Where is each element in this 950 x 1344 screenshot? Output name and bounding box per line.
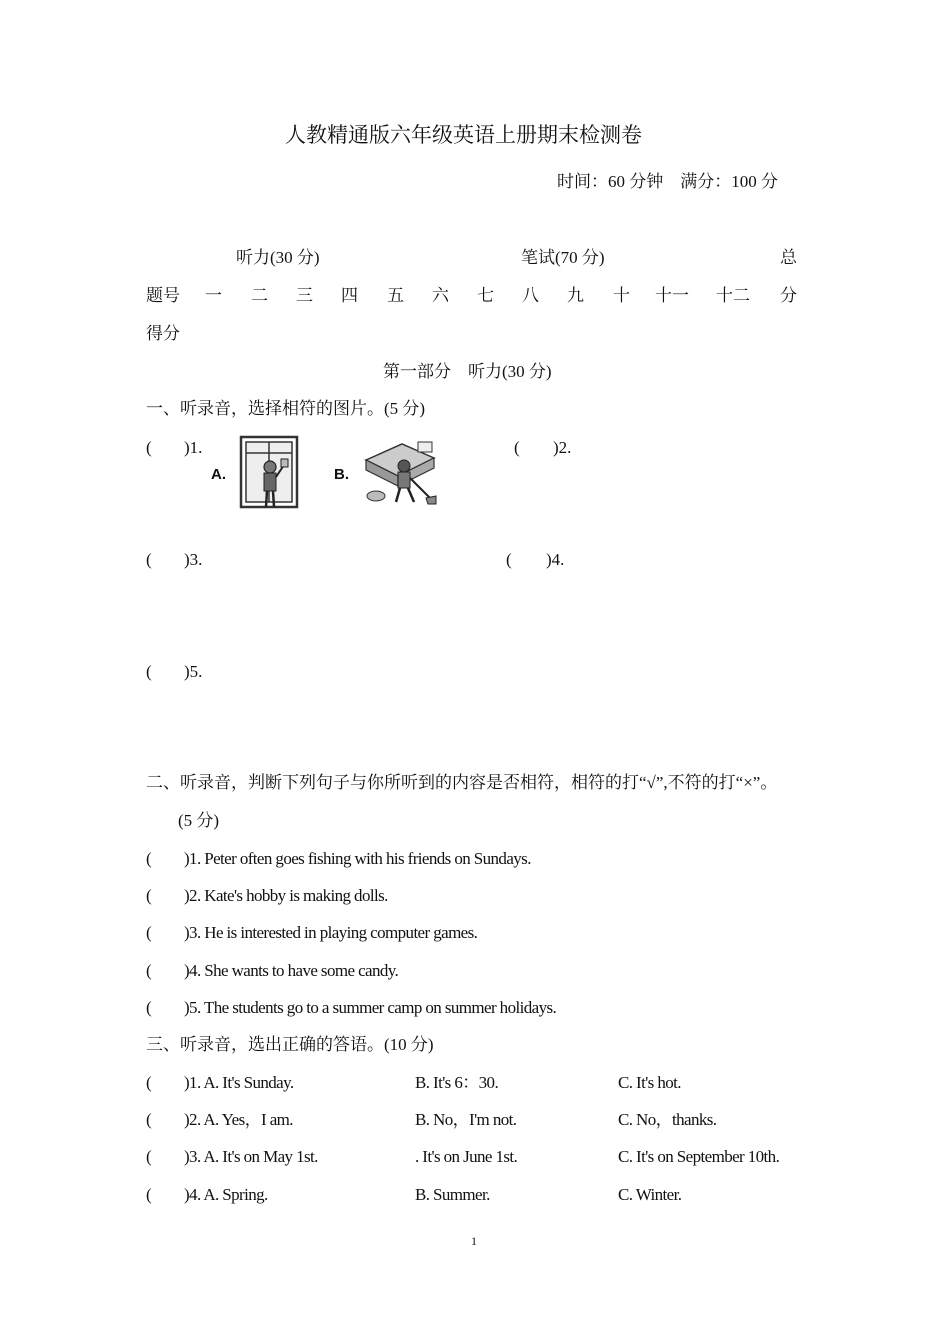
column-numeral: 六 <box>432 286 449 305</box>
answer-bracket[interactable]: ( <box>146 1185 152 1204</box>
question-number: )3. <box>184 550 203 569</box>
answer-bracket[interactable]: ( <box>506 550 512 569</box>
page-number: 1 <box>471 1234 477 1248</box>
question-number: )4. <box>546 550 565 569</box>
option-c: C. It's hot. <box>618 1073 681 1092</box>
section1-heading: 一、听录音，选择相符的图片。(5 分) <box>146 399 426 418</box>
total-label-bottom: 分 <box>780 286 797 305</box>
answer-bracket[interactable]: ( <box>146 438 152 457</box>
section2-heading: 二、听录音，判断下列句子与你所听到的内容是否相符，相符的打“√”,不符的打“×”。 <box>146 773 778 792</box>
writing-label: 笔试(70 分) <box>521 248 605 267</box>
column-numeral: 三 <box>296 286 313 305</box>
statement-item: )3. He is interested in playing computer games. <box>184 923 478 942</box>
column-numeral: 七 <box>477 286 494 305</box>
answer-bracket[interactable]: ( <box>146 662 152 681</box>
option-c: C. Winter. <box>618 1185 682 1204</box>
column-numeral: 二 <box>251 286 268 305</box>
boy-cleaning-window-icon[interactable] <box>238 435 300 511</box>
time-info: 时间：60 分钟 满分：100 分 <box>557 172 778 191</box>
option-a: )1. A. It's Sunday. <box>184 1073 294 1092</box>
answer-bracket[interactable]: ( <box>146 923 152 942</box>
question-number: )1. <box>184 438 203 457</box>
column-numeral: 十 <box>613 286 630 305</box>
answer-bracket[interactable]: ( <box>146 1073 152 1092</box>
option-b: B. Summer. <box>415 1185 490 1204</box>
statement-item: )4. She wants to have some candy. <box>184 961 399 980</box>
answer-bracket[interactable]: ( <box>146 849 152 868</box>
page-title: 人教精通版六年级英语上册期末检测卷 <box>285 123 642 147</box>
listening-label: 听力(30 分) <box>236 248 320 267</box>
option-c: C. No，thanks. <box>618 1110 717 1129</box>
question-number: )2. <box>553 438 572 457</box>
answer-bracket[interactable]: ( <box>146 1110 152 1129</box>
answer-bracket[interactable]: ( <box>146 886 152 905</box>
option-a: )4. A. Spring. <box>184 1185 268 1204</box>
boy-sweeping-floor-icon[interactable] <box>362 438 438 506</box>
section3-heading: 三、听录音，选出正确的答语。(10 分) <box>146 1035 434 1054</box>
answer-bracket[interactable]: ( <box>146 1147 152 1166</box>
section2-score: (5 分) <box>178 811 220 830</box>
column-numeral: 四 <box>341 286 358 305</box>
column-numeral: 九 <box>567 286 584 305</box>
answer-bracket[interactable]: ( <box>146 550 152 569</box>
column-numeral: 五 <box>387 286 404 305</box>
row-label-score: 得分 <box>146 324 180 343</box>
statement-item: )5. The students go to a summer camp on summer holidays. <box>184 998 557 1017</box>
statement-item: )1. Peter often goes fishing with his friends on Sundays. <box>184 849 531 868</box>
question-number: )5. <box>184 662 203 681</box>
option-b: B. It's 6：30. <box>415 1073 499 1092</box>
column-numeral: 一 <box>205 286 222 305</box>
option-c: C. It's on September 10th. <box>618 1147 780 1166</box>
option-a: )2. A. Yes，I am. <box>184 1110 293 1129</box>
answer-bracket[interactable]: ( <box>514 438 520 457</box>
option-b: . It's on June 1st. <box>415 1147 518 1166</box>
column-numeral: 十一 <box>655 286 689 305</box>
part1-title: 第一部分 听力(30 分) <box>383 362 552 381</box>
option-a: )3. A. It's on May 1st. <box>184 1147 318 1166</box>
option-b-label: B. <box>334 466 349 483</box>
option-a-label: A. <box>211 466 226 483</box>
total-label-top: 总 <box>780 248 797 267</box>
answer-bracket[interactable]: ( <box>146 998 152 1017</box>
column-numeral: 十二 <box>716 286 750 305</box>
column-numeral: 八 <box>522 286 539 305</box>
answer-bracket[interactable]: ( <box>146 961 152 980</box>
row-label-question-number: 题号 <box>146 286 180 305</box>
option-b: B. No，I'm not. <box>415 1110 517 1129</box>
statement-item: )2. Kate's hobby is making dolls. <box>184 886 388 905</box>
